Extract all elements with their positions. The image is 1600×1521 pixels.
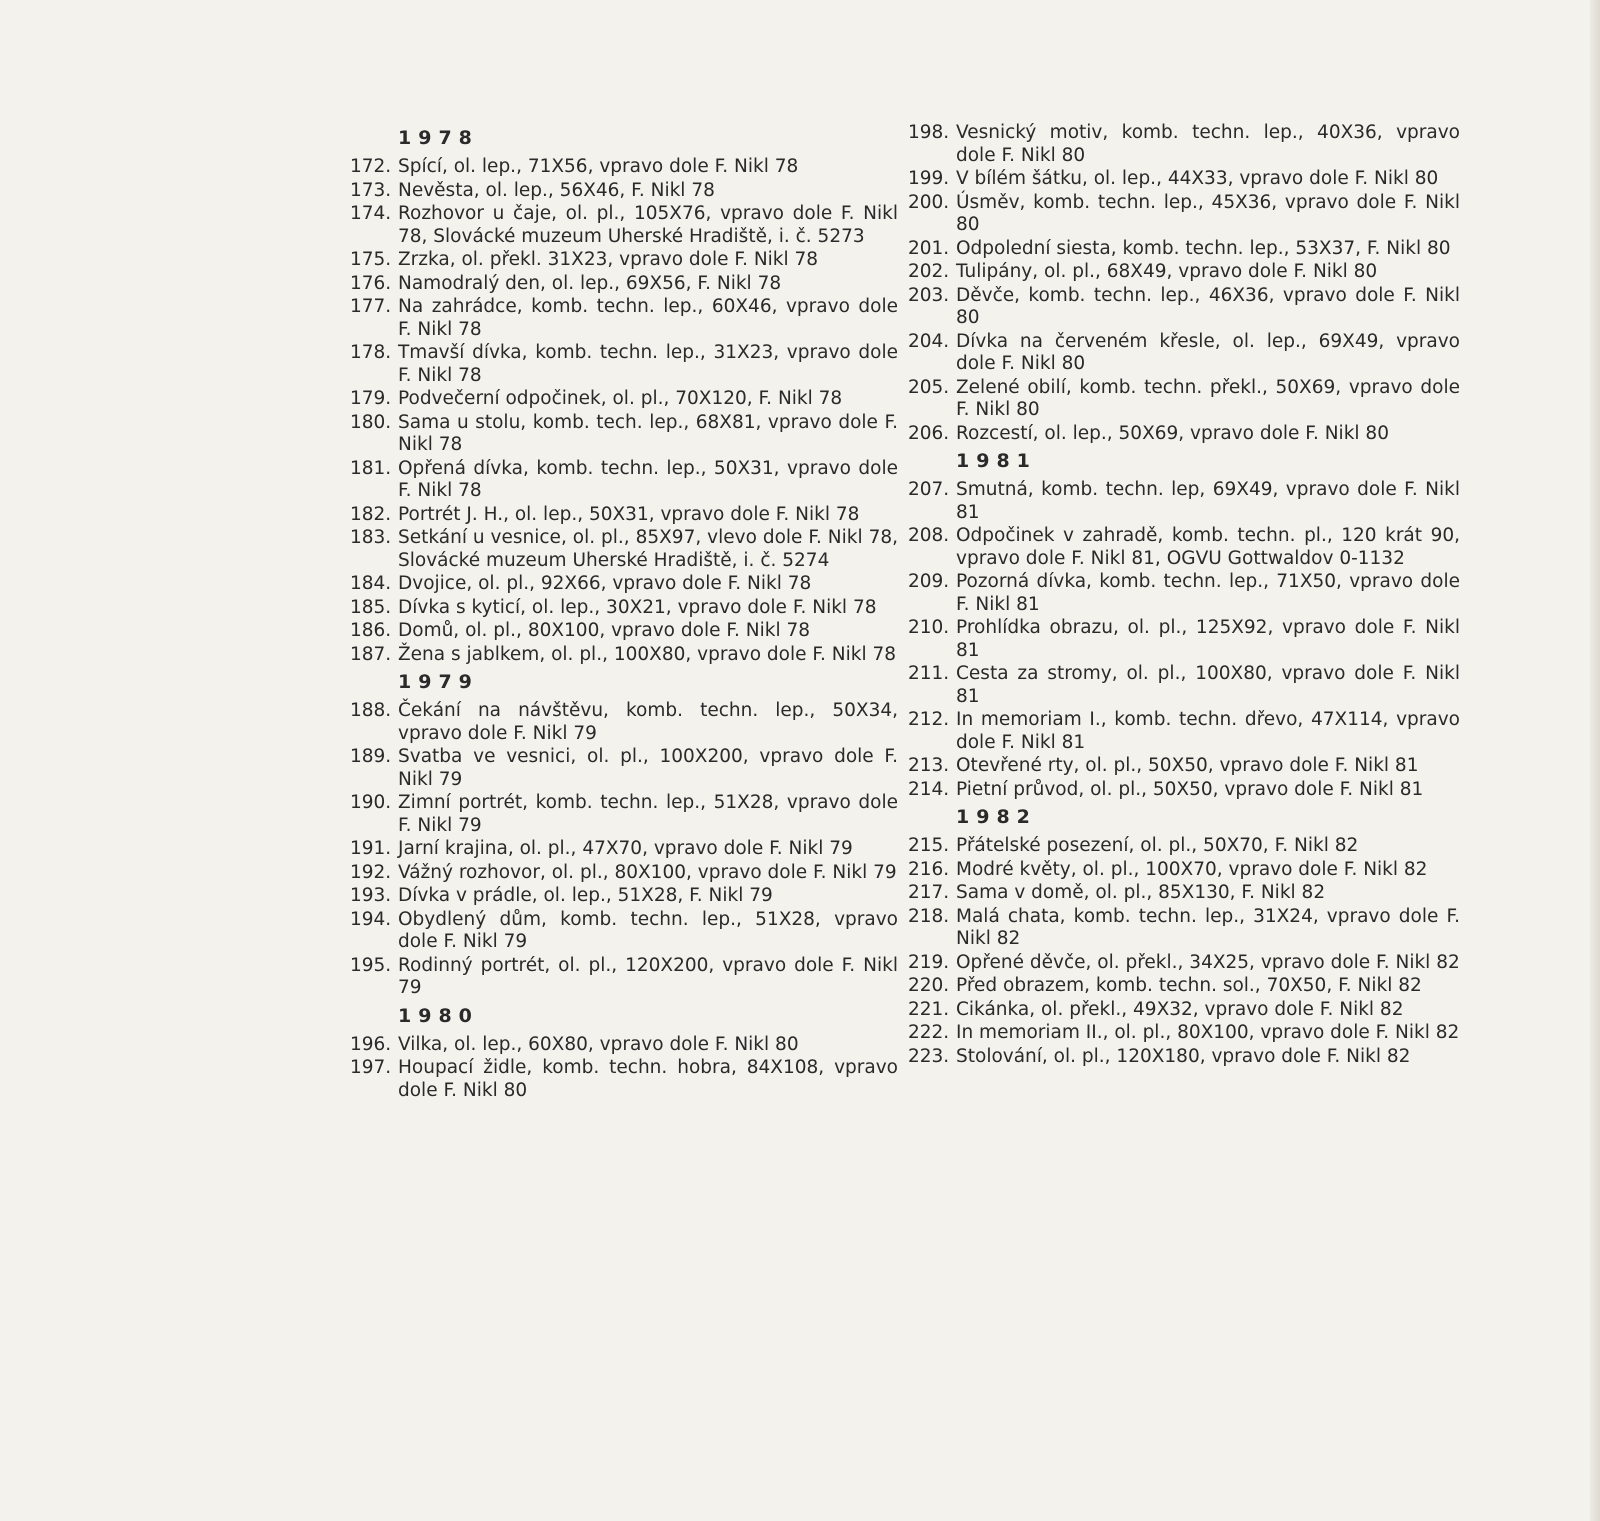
catalog-entry (350, 1034, 898, 1057)
entry-number: 215. (908, 835, 950, 856)
entry-number: 182. (350, 503, 392, 525)
entry-number: 177. (350, 296, 392, 317)
catalog-entry (908, 859, 1460, 882)
catalog-entry (350, 792, 898, 837)
year-heading: 1978 (398, 127, 479, 149)
catalog-entry (908, 755, 1460, 778)
entry-number: 200. (908, 191, 950, 213)
entry-number: 212. (908, 709, 950, 730)
entry-text: Otevřené rty, ol. pl., 50X50, vpravo dole F. Nikl 81 (956, 755, 1419, 776)
entry-text: Zrzka, ol. překl. 31X23, vpravo dole F. Nikl 78 (398, 249, 819, 270)
entry-number: 196. (350, 1033, 392, 1055)
year-section (908, 805, 1460, 1068)
entry-text: Portrét J. H., ol. lep., 50X31, vpravo dole F. Nikl 78 (398, 503, 860, 525)
entry-number: 222. (908, 1022, 950, 1043)
entry-number: 223. (908, 1045, 950, 1067)
catalog-entry (350, 180, 898, 203)
entry-text: Svatba ve vesnici, ol. pl., 100X200, vpravo dole F. Nikl 79 (398, 746, 898, 790)
catalog-entry (350, 746, 898, 791)
year-section (908, 449, 1460, 801)
entry-number: 194. (350, 908, 392, 930)
catalog-entry (908, 999, 1460, 1022)
catalog-entry (350, 573, 898, 596)
catalog-entry (908, 663, 1460, 708)
catalog-entry (350, 342, 898, 387)
catalog-entry (908, 377, 1460, 422)
entry-text: Sama v domě, ol. pl., 85X130, F. Nikl 82 (956, 882, 1326, 903)
entry-number: 202. (908, 261, 950, 282)
entry-number: 219. (908, 951, 950, 973)
entry-number: 208. (908, 525, 950, 546)
entry-number: 201. (908, 237, 950, 259)
entry-number: 207. (908, 479, 950, 500)
entry-text: Cesta za stromy, ol. pl., 100X80, vpravo dole F. Nikl 81 (956, 663, 1460, 707)
catalog-entry (908, 952, 1460, 975)
catalog-entry (908, 168, 1460, 191)
year-section (908, 122, 1460, 445)
entry-text: Vesnický motiv, komb. techn. lep., 40X36, vpravo dole F. Nikl 80 (956, 122, 1460, 166)
entry-text: Stolování, ol. pl., 120X180, vpravo dole F. Nikl 82 (956, 1045, 1411, 1067)
entry-text: Odpolední siesta, komb. techn. lep., 53X37, F. Nikl 80 (956, 237, 1451, 259)
entry-number: 199. (908, 168, 950, 189)
entry-number: 198. (908, 122, 950, 143)
entry-number: 206. (908, 422, 950, 444)
entry-number: 211. (908, 663, 950, 684)
entry-number: 183. (350, 527, 392, 548)
entry-text: V bílém šátku, ol. lep., 44X33, vpravo dole F. Nikl 80 (956, 168, 1439, 189)
entry-number: 221. (908, 998, 950, 1020)
catalog-entry (908, 238, 1460, 261)
entry-number: 209. (908, 571, 950, 592)
entry-text: Houpací židle, komb. techn. hobra, 84X108, vpravo dole F. Nikl 80 (398, 1057, 898, 1101)
entry-text: Zelené obilí, komb. techn. překl., 50X69, vpravo dole F. Nikl 80 (956, 376, 1460, 420)
year-section (350, 1004, 898, 1103)
entry-text: Úsměv, komb. techn. lep., 45X36, vpravo dole F. Nikl 80 (956, 191, 1460, 235)
entry-text: Obydlený dům, komb. techn. lep., 51X28, vpravo dole F. Nikl 79 (398, 908, 898, 952)
entry-number: 213. (908, 755, 950, 776)
catalog-entry (908, 285, 1460, 330)
entry-text: Vilka, ol. lep., 60X80, vpravo dole F. Nikl 80 (398, 1033, 799, 1055)
entry-number: 187. (350, 643, 392, 665)
entry-number: 184. (350, 573, 392, 594)
entry-text: Pozorná dívka, komb. techn. lep., 71X50, vpravo dole F. Nikl 81 (956, 571, 1460, 615)
catalog-entry (350, 700, 898, 745)
entry-number: 210. (908, 617, 950, 638)
entry-number: 197. (350, 1057, 392, 1078)
entry-text: Rozcestí, ol. lep., 50X69, vpravo dole F. Nikl 80 (956, 422, 1389, 444)
catalog-entry (908, 1022, 1460, 1045)
catalog-entry (908, 479, 1460, 524)
entry-number: 190. (350, 792, 392, 813)
catalog-entry (908, 122, 1460, 167)
year-heading: 1981 (956, 450, 1037, 472)
entry-text: Dívka na červeném křesle, ol. lep., 69X49, vpravo dole F. Nikl 80 (956, 330, 1460, 374)
catalog-entry (908, 906, 1460, 951)
catalog-entry (908, 617, 1460, 662)
entry-text: Tmavší dívka, komb. techn. lep., 31X23, vpravo dole F. Nikl 78 (398, 342, 898, 386)
entry-text: Dívka s kyticí, ol. lep., 30X21, vpravo dole F. Nikl 78 (398, 596, 877, 618)
entry-number: 172. (350, 156, 392, 177)
catalog-entry (350, 203, 898, 248)
catalog-entry (350, 458, 898, 503)
entry-text: Domů, ol. pl., 80X100, vpravo dole F. Nikl 78 (398, 620, 811, 641)
entry-text: Opřené děvče, ol. překl., 34X25, vpravo dole F. Nikl 82 (956, 951, 1460, 973)
entry-number: 174. (350, 203, 392, 224)
entry-number: 192. (350, 861, 392, 883)
catalog-entry (350, 620, 898, 643)
year-heading: 1982 (956, 806, 1037, 828)
catalog-entry (908, 525, 1460, 570)
catalog-entry (908, 975, 1460, 998)
entry-text: In memoriam II., ol. pl., 80X100, vpravo dole F. Nikl 82 (956, 1022, 1460, 1043)
entry-number: 188. (350, 700, 392, 721)
entry-number: 216. (908, 858, 950, 880)
entry-number: 179. (350, 388, 392, 409)
catalog-entry (350, 885, 898, 908)
catalog-entry (350, 388, 898, 411)
entry-text: Dívka v prádle, ol. lep., 51X28, F. Nikl 79 (398, 885, 773, 906)
entry-number: 193. (350, 885, 392, 906)
entry-text: Nevěsta, ol. lep., 56X46, F. Nikl 78 (398, 179, 715, 201)
entry-number: 195. (350, 954, 392, 976)
entry-text: Malá chata, komb. techn. lep., 31X24, vpravo dole F. Nikl 82 (956, 905, 1460, 949)
catalog-entry (350, 597, 898, 620)
catalog-entry (350, 156, 898, 179)
entry-text: Odpočinek v zahradě, komb. techn. pl., 120 krát 90, vpravo dole F. Nikl 81, OGVU Gottwaldov 0-1132 (956, 525, 1460, 569)
entry-number: 181. (350, 457, 392, 479)
entry-text: Na zahrádce, komb. techn. lep., 60X46, vpravo dole F. Nikl 78 (398, 296, 898, 340)
entry-number: 204. (908, 330, 950, 352)
entry-text: In memoriam I., komb. techn. dřevo, 47X114, vpravo dole F. Nikl 81 (956, 709, 1460, 753)
entry-text: Smutná, komb. techn. lep, 69X49, vpravo dole F. Nikl 81 (956, 479, 1460, 523)
catalog-entry (350, 862, 898, 885)
catalog-entry (350, 249, 898, 272)
entry-text: Zimní portrét, komb. techn. lep., 51X28, vpravo dole F. Nikl 79 (398, 792, 898, 836)
entry-text: Modré květy, ol. pl., 100X70, vpravo dole F. Nikl 82 (956, 858, 1428, 880)
entry-text: Dvojice, ol. pl., 92X66, vpravo dole F. Nikl 78 (398, 573, 812, 594)
entry-number: 180. (350, 411, 392, 433)
entry-text: Cikánka, ol. překl., 49X32, vpravo dole F. Nikl 82 (956, 998, 1404, 1020)
catalog-entry (908, 835, 1460, 858)
catalog-entry (908, 331, 1460, 376)
catalog-entry (350, 412, 898, 457)
entry-number: 214. (908, 778, 950, 800)
entry-text: Tulipány, ol. pl., 68X49, vpravo dole F. Nikl 80 (956, 261, 1378, 282)
entry-number: 175. (350, 249, 392, 270)
catalog-entry (350, 955, 898, 1000)
entry-text: Setkání u vesnice, ol. pl., 85X97, vlevo dole F. Nikl 78, Slovácké muzeum Uherské Hradiště, i. č. 5274 (398, 527, 898, 571)
catalog-entry (908, 423, 1460, 446)
catalog-entry (350, 644, 898, 667)
entry-number: 173. (350, 179, 392, 201)
entry-text: Rozhovor u čaje, ol. pl., 105X76, vpravo dole F. Nikl 78, Slovácké muzeum Uherské Hradiště, i. č. 5273 (398, 203, 898, 247)
entry-text: Sama u stolu, komb. tech. lep., 68X81, vpravo dole F. Nikl 78 (398, 411, 898, 455)
entry-text: Před obrazem, komb. techn. sol., 70X50, F. Nikl 82 (956, 975, 1422, 996)
catalog-entry (908, 261, 1460, 284)
entry-text: Přátelské posezení, ol. pl., 50X70, F. Nikl 82 (956, 835, 1359, 856)
catalog-entry (350, 1057, 898, 1102)
catalog-entry (908, 192, 1460, 237)
entry-number: 203. (908, 284, 950, 306)
catalog-entry (350, 504, 898, 527)
entry-text: Čekání na návštěvu, komb. techn. lep., 50X34, vpravo dole F. Nikl 79 (398, 700, 898, 744)
entry-text: Spící, ol. lep., 71X56, vpravo dole F. Nikl 78 (398, 156, 799, 177)
catalog-entry (350, 273, 898, 296)
entry-text: Namodralý den, ol. lep., 69X56, F. Nikl 78 (398, 272, 782, 294)
catalog-entry (908, 571, 1460, 616)
catalog-entry (908, 882, 1460, 905)
entry-number: 186. (350, 620, 392, 641)
year-heading: 1979 (398, 671, 479, 693)
entry-text: Jarní krajina, ol. pl., 47X70, vpravo dole F. Nikl 79 (398, 838, 853, 859)
catalog-entry (908, 709, 1460, 754)
entry-text: Prohlídka obrazu, ol. pl., 125X92, vpravo dole F. Nikl 81 (956, 617, 1460, 661)
entry-number: 189. (350, 746, 392, 767)
catalog-entry (908, 779, 1460, 802)
entry-number: 217. (908, 882, 950, 903)
entry-text: Žena s jablkem, ol. pl., 100X80, vpravo dole F. Nikl 78 (398, 643, 897, 665)
year-section (350, 126, 898, 666)
entry-number: 185. (350, 596, 392, 618)
entry-number: 218. (908, 905, 950, 927)
entry-text: Rodinný portrét, ol. pl., 120X200, vpravo dole F. Nikl 79 (398, 954, 898, 998)
year-heading: 1980 (398, 1004, 479, 1027)
entry-number: 176. (350, 272, 392, 294)
right-column (908, 122, 1460, 1069)
page-edge (1590, 0, 1600, 1521)
entry-number: 178. (350, 342, 392, 363)
entry-text: Opřená dívka, komb. techn. lep., 50X31, vpravo dole F. Nikl 78 (398, 457, 898, 501)
catalog-entry (350, 527, 898, 572)
catalog-entry (350, 838, 898, 861)
catalog-entry (908, 1046, 1460, 1069)
entry-text: Vážný rozhovor, ol. pl., 80X100, vpravo dole F. Nikl 79 (398, 861, 897, 883)
left-column (350, 122, 898, 1103)
entry-text: Podvečerní odpočinek, ol. pl., 70X120, F. Nikl 78 (398, 388, 843, 409)
catalog-entry (350, 909, 898, 954)
entry-number: 205. (908, 376, 950, 398)
year-section (350, 670, 898, 1000)
entry-number: 191. (350, 838, 392, 859)
entry-text: Děvče, komb. techn. lep., 46X36, vpravo dole F. Nikl 80 (956, 284, 1460, 328)
entry-number: 220. (908, 975, 950, 996)
catalog-entry (350, 296, 898, 341)
entry-text: Pietní průvod, ol. pl., 50X50, vpravo dole F. Nikl 81 (956, 778, 1424, 800)
